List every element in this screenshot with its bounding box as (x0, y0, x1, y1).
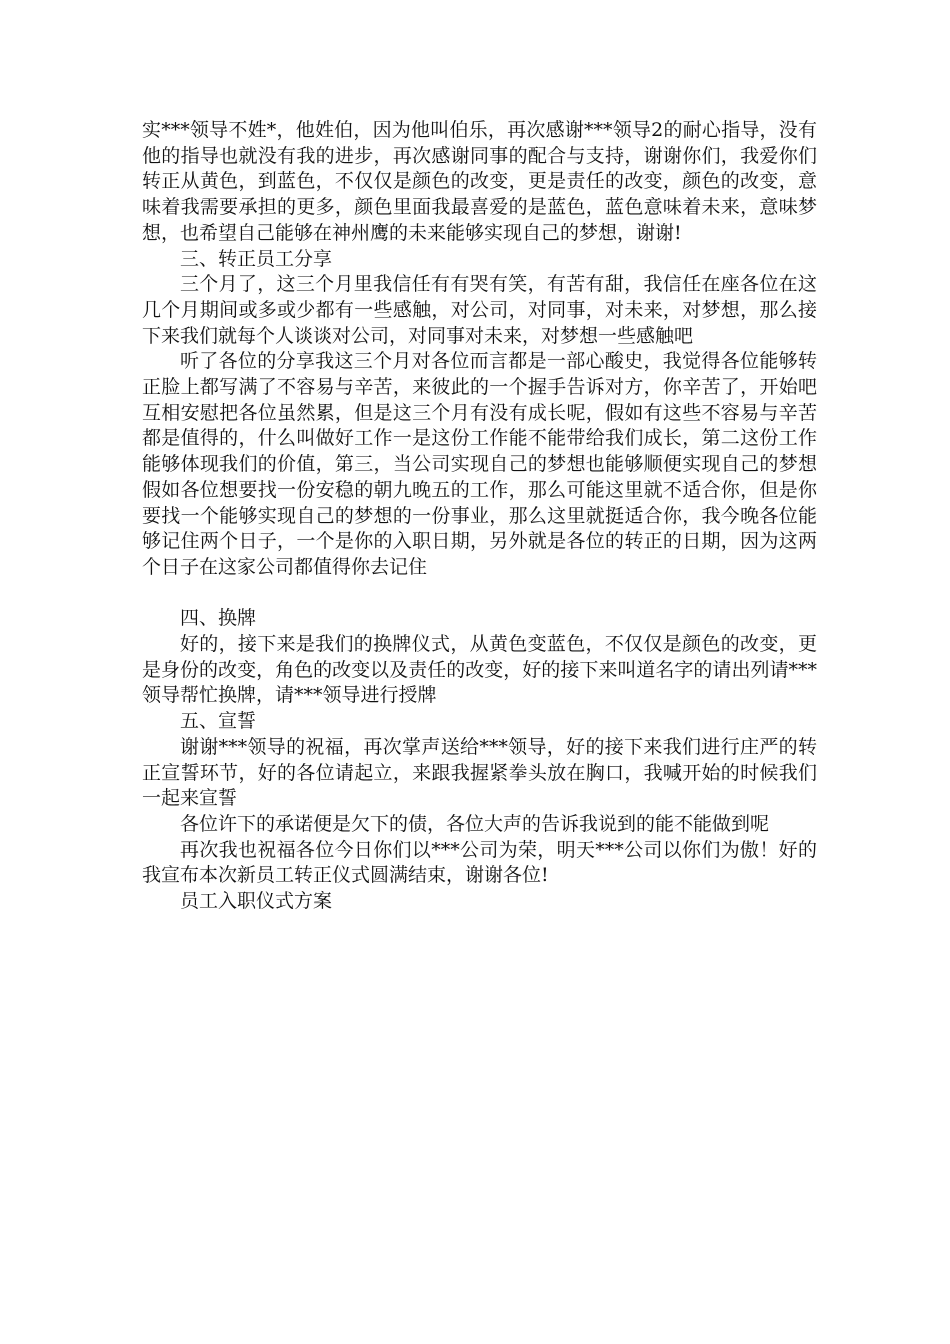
paragraph-thanks-leader: 实***领导不姓*，他姓伯，因为他叫伯乐，再次感谢***领导2的耐心指导，没有他的指导也就没有我的进步，再次感谢同事的配合与支持，谢谢你们，我爱你们转正从黄色，到蓝色，不仅仅是颜色的改变，更是责任的改变，颜色的改变，意味着我需要承担的更多，颜色里面我最喜爱的是蓝色，蓝色意味着未来，意味梦想，也希望自己能够在神州鹰的未来能够实现自己的梦想，谢谢! (142, 119, 817, 244)
section-heading-staff-sharing: 三、转正员工分享 (180, 247, 333, 270)
document-page (142, 118, 817, 915)
paragraph-sharing-response: 听了各位的分享我这三个月对各位而言都是一部心酸史，我觉得各位能够转正脸上都写满了不容易与辛苦，来彼此的一个握手告诉对方，你辛苦了，开始吧互相安慰把各位虽然累，但是这三个月有没有成长呢，假如有这些不容易与辛苦都是值得的，什么叫做好工作一是这份工作能不能带给我们成长，第二这份工作能够体现我们的价值，第三，当公司实现自己的梦想也能够顺便实现自己的梦想假如各位想要找一份安稳的朝九晚五的工作，那么可能这里就不适合你，但是你要找一个能够实现自己的梦想的一份事业，那么这里就挺适合你，我今晚各位能够记住两个日子，一个是你的入职日期，另外就是各位的转正的日期，因为这两个日子在这家公司都值得你去记住 (142, 350, 817, 578)
paragraph-closing: 再次我也祝福各位今日你们以***公司为荣，明天***公司以你们为傲！好的我宣布本次新员工转正仪式圆满结束，谢谢各位! (142, 838, 817, 887)
section-heading-oath: 五、宣誓 (180, 710, 257, 733)
paragraph-oath-intro: 谢谢***领导的祝福，再次掌声送给***领导，好的接下来我们进行庄严的转正宣誓环节，好的各位请起立，来跟我握紧拳头放在胸口，我喊开始的时候我们一起来宣誓 (142, 735, 817, 810)
paragraph-three-months: 三个月了，这三个月里我信任有有哭有笑，有苦有甜，我信任在座各位在这几个月期间或多或少都有一些感触，对公司，对同事，对未来，对梦想，那么接下来我们就每个人谈谈对公司，对同事对未来，对梦想一些感触吧 (142, 273, 817, 347)
paragraph-promise: 各位许下的承诺便是欠下的债，各位大声的告诉我说到的能不能做到呢 (180, 812, 770, 835)
section-heading-onboarding-plan: 员工入职仪式方案 (180, 890, 333, 913)
blank-line (142, 581, 817, 607)
section-heading-badge-change: 四、换牌 (180, 607, 257, 630)
paragraph-badge-ceremony: 好的，接下来是我们的换牌仪式，从黄色变蓝色，不仅仅是颜色的改变，更是身份的改变，角色的改变以及责任的改变，好的接下来叫道名字的请出列请***领导帮忙换牌，请***领导进行授牌 (142, 633, 817, 707)
